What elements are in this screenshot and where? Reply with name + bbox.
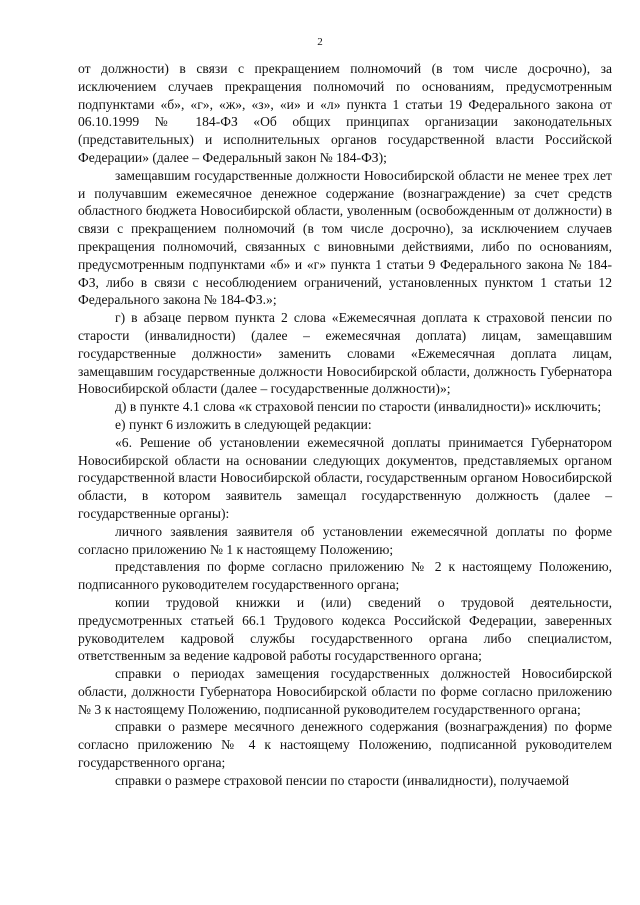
paragraph: справки о периодах замещения государственных должностей Новосибирской области, должности Губернатора Новосибирской области по форме согласно приложению № 3 к настоящему Положению, подписанной руководителем государственного органа; (78, 666, 612, 717)
page-number: 2 (317, 36, 323, 48)
paragraph: г) в абзаце первом пункта 2 слова «Ежемесячная доплата к страховой пенсии по старости (инвалидности) (далее – ежемесячная доплата) лицам, замещавшим государственные должности» заменить словами «Ежемесячная доплата лицам, замещавшим государственные должности Новосибирской области, должность Губернатора Новосибирской области (далее – государственные должности)»; (78, 310, 612, 397)
paragraph: замещавшим государственные должности Новосибирской области не менее трех лет и получавшим ежемесячное денежное содержание (вознаграждение) за счет средств областного бюджета Новосибирской области, уволенным (освобожденным от должности) в связи с прекращением полномочий (в том числе досрочно), за исключением случаев прекращения полномочий, связанных с виновными действиями, либо по основаниям, предусмотренным подпунктами «б» и «г» пункта 1 статьи 9 Федерального закона № 184-ФЗ, либо в связи с несоблюдением ограничений, установленных пунктом 1 статьи 12 Федерального закона № 184-ФЗ.»; (78, 167, 612, 308)
paragraph: «6. Решение об установлении ежемесячной доплаты принимается Губернатором Новосибирской области на основании следующих документов, представляемых органом государственной власти Новосибирской области, государственным органом Новосибирской области, в котором заявитель замещал государственную должность (далее – государственные органы): (78, 434, 612, 521)
paragraph: представления по форме согласно приложению № 2 к настоящему Положению, подписанного руководителем государственного органа; (78, 559, 612, 593)
document-body (78, 60, 612, 790)
paragraph: е) пункт 6 изложить в следующей редакции: (115, 416, 372, 432)
paragraph: д) в пункте 4.1 слова «к страховой пенсии по старости (инвалидности)» исключить; (115, 399, 602, 415)
paragraph: справки о размере страховой пенсии по старости (инвалидности), получаемой (115, 772, 570, 788)
paragraph: копии трудовой книжки и (или) сведений о трудовой деятельности, предусмотренных статьей 66.1 Трудового кодекса Российской Федерации, заверенных руководителем кадровой службы государственного органа либо специалистом, ответственным за ведение кадровой работы государственного органа; (78, 594, 612, 664)
paragraph: справки о размере месячного денежного содержания (вознаграждения) по форме согласно приложению № 4 к настоящему Положению, подписанной руководителем государственного органа; (78, 719, 612, 771)
paragraph-continuation: от должности) в связи с прекращением полномочий (в том числе досрочно), за исключением случаев прекращения полномочий по основаниям, предусмотренным подпунктами «б», «г», «ж», «з», «и» и «л» пункта 1 статьи 19 Федерального закона от 06.10.1999 № 184-ФЗ «Об общих принципах организации законодательных (представительных) и исполнительных органов государственной власти Российской Федерации» (далее – Федеральный закон № 184-ФЗ); (78, 61, 612, 165)
paragraph: личного заявления заявителя об установлении ежемесячной доплаты по форме согласно приложению № 1 к настоящему Положению; (78, 523, 612, 557)
